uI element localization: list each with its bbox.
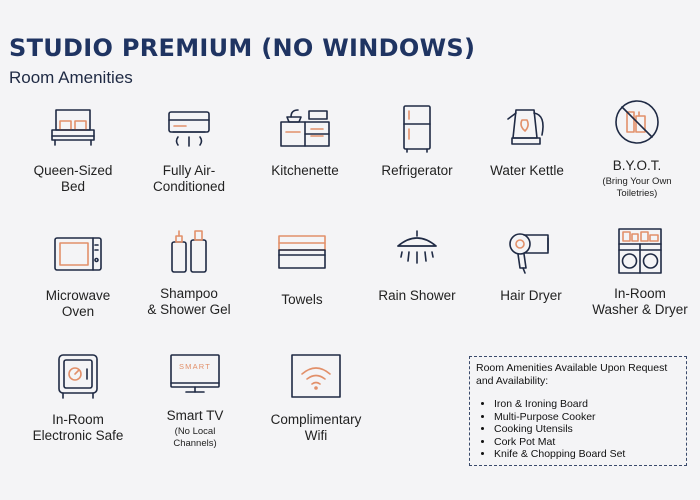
amenity-label: Queen-Sized Bed	[33, 163, 113, 194]
list-item: • Cooking Utensils	[494, 423, 680, 436]
amenity-smart-tv	[135, 352, 255, 450]
amenity-label: In-Room Washer & Dryer	[592, 286, 688, 317]
bed-icon	[46, 103, 100, 157]
amenity-byot	[577, 98, 697, 200]
amenity-hair-dryer	[471, 228, 591, 304]
amenity-queen-bed	[13, 103, 133, 195]
amenity-label: B.Y.O.T.	[612, 158, 662, 173]
amenity-label: Microwave Oven	[45, 288, 111, 319]
upon-request-title: Room Amenities Available Upon Request and Availability:	[476, 362, 668, 387]
hair-dryer-icon	[504, 228, 558, 282]
rain-shower-icon	[390, 228, 444, 282]
upon-request-box	[469, 356, 687, 466]
amenity-air-conditioning	[129, 103, 249, 195]
amenity-label: Fully Air- Conditioned	[152, 163, 226, 194]
list-item: • Iron & Ironing Board	[494, 398, 680, 411]
amenity-washer-dryer	[580, 226, 700, 318]
page-title: STUDIO PREMIUM (NO WINDOWS)	[9, 34, 476, 62]
wifi-icon	[289, 352, 343, 406]
no-toiletries-icon	[610, 98, 664, 152]
amenity-kitchenette	[245, 103, 365, 179]
microwave-icon	[51, 228, 105, 282]
amenity-note: (No Local Channels)	[173, 426, 217, 449]
towels-icon	[275, 232, 329, 286]
amenity-label: Refrigerator	[381, 163, 453, 178]
shampoo-bottles-icon	[162, 226, 216, 280]
smart-tv-icon	[168, 352, 222, 406]
smart-tv-icon-text: SMART	[178, 362, 212, 371]
amenity-label: Rain Shower	[378, 288, 456, 303]
kitchenette-icon	[278, 103, 332, 157]
amenity-label: Towels	[281, 292, 323, 307]
refrigerator-icon	[390, 103, 444, 157]
amenity-electronic-safe	[18, 352, 138, 444]
page-subtitle: Room Amenities	[9, 68, 133, 87]
amenity-rain-shower	[357, 228, 477, 304]
upon-request-list	[476, 398, 680, 461]
amenity-label: Complimentary Wifi	[270, 412, 362, 443]
list-item: • Cork Pot Mat	[494, 436, 680, 449]
amenity-note: (Bring Your Own Toiletries)	[602, 176, 672, 199]
amenity-label: Shampoo & Shower Gel	[147, 286, 231, 317]
amenity-label: Smart TV	[166, 408, 224, 423]
air-conditioner-icon	[162, 103, 216, 157]
amenity-shampoo-shower-gel	[129, 226, 249, 318]
amenity-refrigerator	[357, 103, 477, 179]
amenity-label: Kitchenette	[271, 163, 339, 178]
safe-icon	[51, 352, 105, 406]
amenity-towels	[242, 232, 362, 308]
kettle-icon	[500, 103, 554, 157]
amenity-wifi	[256, 352, 376, 444]
amenity-label: In-Room Electronic Safe	[32, 412, 124, 443]
amenity-water-kettle	[467, 103, 587, 179]
amenity-label: Hair Dryer	[500, 288, 562, 303]
amenity-label: Water Kettle	[490, 163, 564, 178]
list-item: • Knife & Chopping Board Set	[494, 448, 680, 461]
amenity-microwave	[18, 228, 138, 320]
washer-dryer-icon	[613, 226, 667, 280]
list-item: • Multi-Purpose Cooker	[494, 411, 680, 424]
